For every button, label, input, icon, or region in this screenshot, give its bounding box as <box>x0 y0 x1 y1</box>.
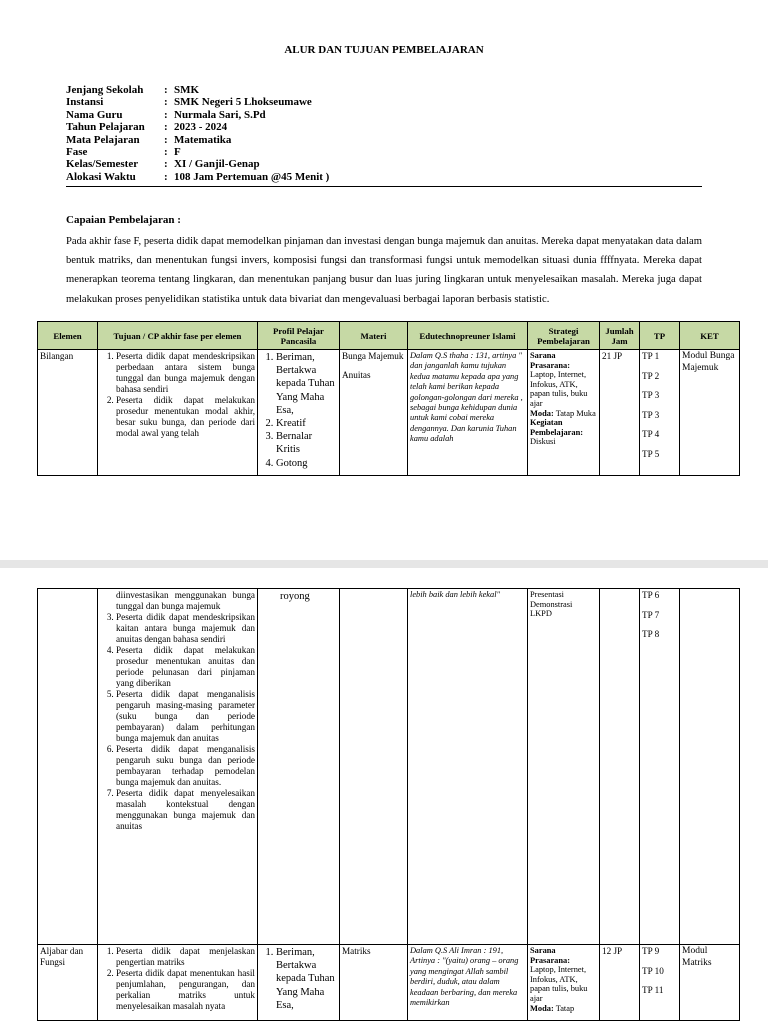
info-row-mapel <box>66 134 329 146</box>
moda-label: Moda: <box>530 408 554 418</box>
kegiatan-item: Demonstrasi <box>530 599 573 609</box>
info-label: Nama Guru <box>66 108 123 121</box>
cell-edutechnopreuner: Dalam Q.S Ali Imran : 191, Artinya : "(yaitu) orang – orang yang mengingat Allah sambil berdiri, duduk, atau dalam keadaan berbaring, dan mereka memikirkan <box>408 945 528 1021</box>
info-value: 2023 - 2024 <box>174 121 228 134</box>
sarana-text: Laptop, Internet, Infokus, ATK, papan tulis, buku ajar <box>530 965 588 1003</box>
info-value: F <box>174 146 181 159</box>
tp-item: TP 2 <box>642 370 660 381</box>
header-materi: Materi <box>340 322 408 350</box>
cell-ket: Modul Bunga Majemuk <box>680 350 740 476</box>
moda-text: Tatap Muka <box>555 408 596 418</box>
header-divider <box>66 186 702 187</box>
table-row <box>38 350 740 476</box>
info-row-alokasi <box>66 171 329 183</box>
tp-item: TP 3 <box>642 390 660 400</box>
cell-jam: 21 JP <box>600 350 640 476</box>
sarana-label: Sarana Prasarana: <box>530 351 571 370</box>
cell-profil <box>258 350 340 476</box>
cell-profil <box>258 945 340 1021</box>
info-label: Jenjang Sekolah <box>66 84 144 96</box>
cell-ket: Modul Matriks <box>680 945 740 1021</box>
tp-item: TP 5 <box>642 448 660 459</box>
list-item: 1. Peserta didik dapat mendeskripsikan perbedaan antara sistem bunga tunggal dan bunga majemuk dengan bahasa sendiri <box>116 351 255 395</box>
list-item: 1. Peserta didik dapat menjelaskan pengertian matriks <box>116 946 255 968</box>
header-ket: KET <box>680 322 740 350</box>
info-label: Fase <box>66 146 88 159</box>
cell-strategi <box>528 589 600 945</box>
cell-tujuan <box>98 350 258 476</box>
cell-materi <box>340 589 408 945</box>
kegiatan-item: Presentasi <box>530 590 564 599</box>
cell-elemen <box>38 589 98 945</box>
cell-tujuan <box>98 589 258 945</box>
moda-text: Tatap <box>555 1003 575 1013</box>
info-row-tahun <box>66 121 329 133</box>
tp-item: TP 1 <box>642 351 660 361</box>
info-separator: : <box>164 108 168 121</box>
document-page-2 <box>0 568 768 1024</box>
info-row-fase <box>66 146 329 158</box>
cell-tp <box>640 945 680 1021</box>
info-value: Matematika <box>174 133 232 146</box>
spacer <box>342 362 405 370</box>
info-value: XI / Ganjil-Genap <box>174 158 260 171</box>
identity-block <box>66 84 329 183</box>
cell-jam <box>600 589 640 945</box>
info-row-kelas <box>66 158 329 170</box>
sarana-text: Laptop, Internet, Infokus, ATK, papan tulis, buku ajar <box>530 370 588 408</box>
info-label: Tahun Pelajaran <box>66 121 145 134</box>
header-elemen: Elemen <box>38 322 98 350</box>
info-value: SMK Negeri 5 Lhokseumawe <box>174 96 312 109</box>
cell-materi: Matriks <box>340 945 408 1021</box>
cell-materi <box>340 350 408 476</box>
kegiatan-item: LKPD <box>530 609 552 619</box>
tp-item: TP 7 <box>642 609 660 620</box>
header-strategi: Strategi Pembelajaran <box>528 322 600 350</box>
capaian-text: Pada akhir fase F, peserta didik dapat memodelkan pinjaman dan investasi dengan bunga majemuk dan anuitas. Mereka dapat menyatakan data dalam bentuk matriks, dan menentukan fungsi invers, komposisi fungsi dan transformasi fungsi untuk memodelkan situasi dunia ffffnyata. Mereka dapat menerapkan teorema tentang lingkaran, dan menentukan panjang busur dan luas juring lingkaran untuk menyelesaikan masalah. Mereka juga dapat melakukan proses penyelidikan statistika untuk data bivariat dan mengevaluasi berbagai laporan berbasis statistic. <box>66 236 702 305</box>
info-label: Alokasi Waktu <box>66 170 136 183</box>
moda-label: Moda: <box>530 1003 554 1013</box>
cell-strategi <box>528 945 600 1021</box>
profil-continuation: royong <box>280 591 310 602</box>
materi-item: Bunga Majemuk <box>342 351 404 361</box>
info-row-guru <box>66 109 329 121</box>
info-separator: : <box>164 146 168 159</box>
info-value: Nurmala Sari, S.Pd <box>174 108 266 121</box>
info-value: SMK <box>174 84 200 96</box>
tp-item: TP 11 <box>642 985 664 995</box>
header-edutechnopreuner: Edutechnopreuner Islami <box>408 322 528 350</box>
list-item: 2. Kreatif <box>276 417 337 430</box>
info-value: 108 Jam Pertemuan @45 Menit ) <box>174 170 330 183</box>
list-item: 3. Bernalar Kritis <box>276 430 337 456</box>
tujuan-list <box>100 351 255 439</box>
header-profil: Profil Pelajar Pancasila <box>258 322 340 350</box>
kegiatan-item: Diskusi <box>530 437 556 447</box>
list-item: 2. Peserta didik dapat menentukan hasil penjumlahan, pengurangan, dan perkalian matriks untuk menyelesaikan masalah nyata <box>116 968 255 1012</box>
list-item: 3. Peserta didik dapat mendeskripsikan kaitan antara bunga majemuk dan anuitas dengan bahasa sendiri <box>116 612 255 645</box>
list-item: 2. Peserta didik dapat melakukan prosedur menentukan modal akhir, besar suku bunga, dan periode dari modal awal yang telah <box>116 395 255 439</box>
capaian-heading: Capaian Pembelajaran : <box>66 214 181 226</box>
cell-elemen: Aljabar dan Fungsi <box>38 945 98 1021</box>
info-separator: : <box>164 84 168 96</box>
tp-item: TP 10 <box>642 965 664 976</box>
atp-table-part-2 <box>37 588 740 1021</box>
list-item: 4. Peserta didik dapat melakukan prosedur menentukan anuitas dan periode pelunasan dari pinjaman yang diberikan <box>116 645 255 689</box>
tujuan-list <box>100 612 255 832</box>
tp-item: TP 4 <box>642 429 660 439</box>
info-row-jenjang <box>66 84 329 96</box>
cell-tp <box>640 589 680 945</box>
profil-list <box>260 946 337 1012</box>
info-separator: : <box>164 121 168 134</box>
info-label: Mata Pelajaran <box>66 133 140 146</box>
cell-jam: 12 JP <box>600 945 640 1021</box>
cell-profil <box>258 589 340 945</box>
tujuan-continuation: diinvestasikan menggunakan bunga tunggal dan bunga majemuk <box>116 590 255 611</box>
document-title: ALUR DAN TUJUAN PEMBELAJARAN <box>284 44 484 56</box>
info-separator: : <box>164 158 168 171</box>
table-header-row <box>38 322 740 350</box>
info-row-instansi <box>66 96 329 108</box>
tujuan-list <box>100 946 255 1012</box>
cell-strategi <box>528 350 600 476</box>
header-tujuan: Tujuan / CP akhir fase per elemen <box>98 322 258 350</box>
atp-table-part-1 <box>37 321 740 476</box>
info-label: Kelas/Semester <box>66 158 139 171</box>
sarana-label: Sarana Prasarana: <box>530 946 571 965</box>
list-item: 4. Gotong <box>276 457 337 470</box>
list-item: 6. Peserta didik dapat menganalisis pengaruh suku bunga dan periode pembayaran terhadap pemodelan bunga majemuk dan anuitas. <box>116 744 255 788</box>
profil-list <box>260 351 337 470</box>
list-item: 1. Beriman, Bertakwa kepada Tuhan Yang Maha Esa, <box>276 351 337 417</box>
info-separator: : <box>164 170 168 183</box>
cell-elemen: Bilangan <box>38 350 98 476</box>
cell-tp <box>640 350 680 476</box>
list-item: 7. Peserta didik dapat menyelesaikan masalah kontekstual dengan menggunakan bunga majemuk dan anuitas <box>116 788 255 832</box>
list-item: 1. Beriman, Bertakwa kepada Tuhan Yang Maha Esa, <box>276 946 337 1012</box>
cell-ket <box>680 589 740 945</box>
table-row <box>38 945 740 1021</box>
header-tp: TP <box>640 322 680 350</box>
tp-item: TP 3 <box>642 409 660 420</box>
list-item: 5. Peserta didik dapat menganalisis pengaruh masing-masing parameter (suku bunga dan periode pembayaran) dalam perhitungan bunga majemuk dan anuitas <box>116 689 255 744</box>
info-label: Instansi <box>66 96 104 109</box>
cell-edutechnopreuner: Dalam Q.S thaha : 131, artinya " dan janganlah kamu tujukan kedua matamu kepada apa yang telah kami berikan kepada golongan-golongan dari mereka , sebagai bunga kehidupan dunia untuk kami cobai mereka dengannya. Dan karunia Tuhan kamu adalah <box>408 350 528 476</box>
table-row <box>38 589 740 945</box>
info-separator: : <box>164 133 168 146</box>
kegiatan-label: Kegiatan Pembelajaran: <box>530 418 584 437</box>
tp-item: TP 6 <box>642 590 660 600</box>
tp-item: TP 9 <box>642 946 660 956</box>
cell-tujuan <box>98 945 258 1021</box>
header-jam: Jumlah Jam <box>600 322 640 350</box>
cell-edutechnopreuner: lebih baik dan lebih kekal" <box>408 589 528 945</box>
page-gap <box>0 560 768 568</box>
tp-item: TP 8 <box>642 629 660 639</box>
info-separator: : <box>164 96 168 109</box>
materi-item: Anuitas <box>342 370 371 380</box>
